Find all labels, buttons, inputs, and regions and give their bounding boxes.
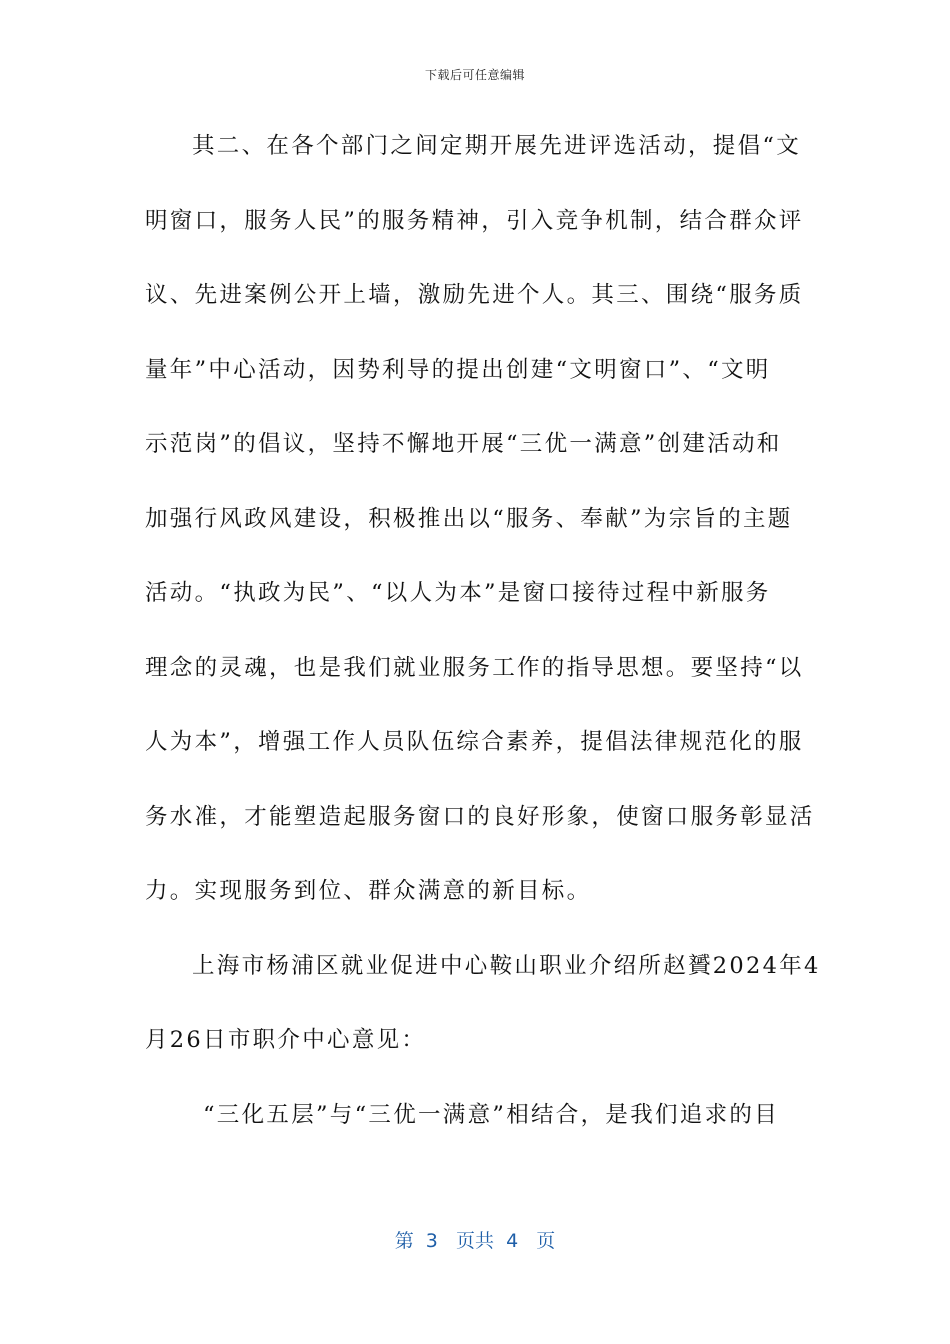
text-line: 其二、在各个部门之间定期开展先进评选活动，提倡“文 [192,133,802,159]
text-line: 议、先进案例公开上墙，激励先进个人。其三、围绕“服务质 [145,282,804,308]
text-line: 务水准，才能塑造起服务窗口的良好形象，使窗口服务彰显活 [145,803,815,830]
text-line: 量年”中心活动，因势利导的提出创建“文明窗口”、“文明 [145,356,771,383]
text-line: 人为本”，增强工作人员队伍综合素养，提倡法律规范化的服 [145,729,804,755]
text-line: 理念的灵魂，也是我们就业服务工作的指导思想。要坚持“以 [145,654,804,681]
text-line: 上海市杨浦区就业促进中心鞍山职业介绍所赵贇2024年4 [192,952,821,979]
page-footer-page-number: 第 3 页共 4 页 [394,1230,556,1252]
text-line: 力。实现服务到位、群众满意的新目标。 [145,878,592,904]
text-line: 加强行风政风建设，积极推出以“服务、奉献”为宗旨的主题 [145,505,793,532]
text-line: 活动。“执政为民”、“以人为本”是窗口接待过程中新服务 [145,580,771,606]
text-line: 示范岗”的倡议，坚持不懈地开展“三优一满意”创建活动和 [145,431,782,457]
document-body [145,120,821,1163]
page-header: 下载后可任意编辑 [424,68,525,82]
text-line: “三化五层”与“三优一满意”相结合，是我们追求的目 [203,1101,780,1128]
text-line: 明窗口，服务人民”的服务精神，引入竞争机制，结合群众评 [145,207,804,234]
text-line: 月26日市职介中心意见： [145,1027,427,1053]
